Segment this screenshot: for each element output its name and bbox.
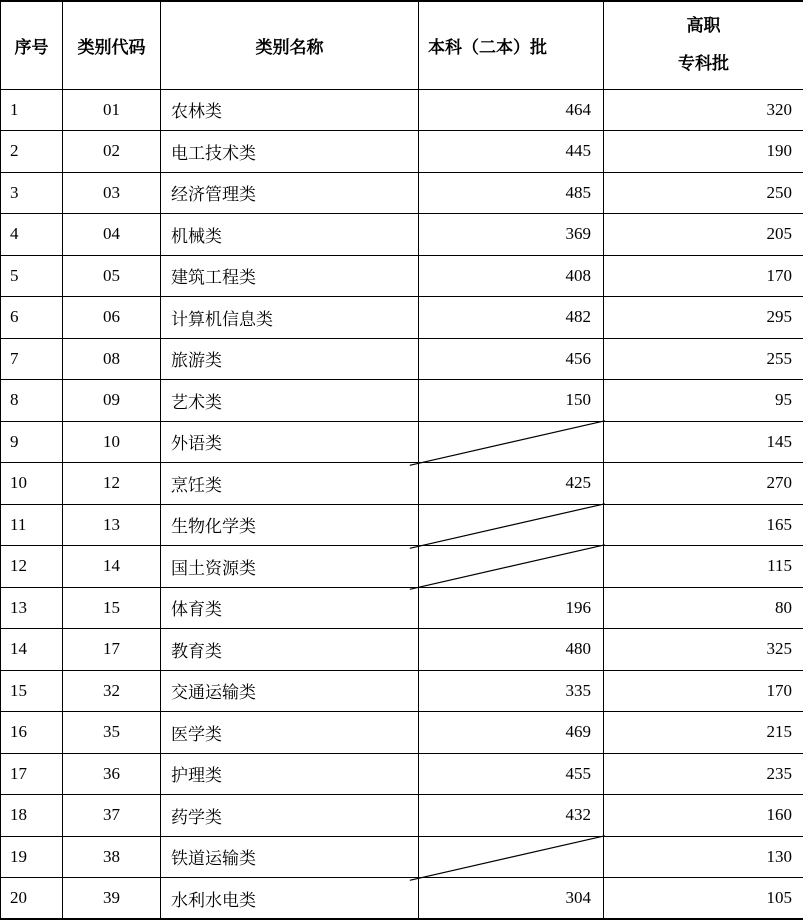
code-cell: 38 <box>63 836 161 878</box>
benke-score-value: 432 <box>566 805 592 824</box>
index-cell: 1 <box>1 89 63 131</box>
table-row <box>1 504 803 546</box>
header-gaozhi-batch <box>604 1 803 89</box>
table-row <box>1 131 803 173</box>
index-cell: 13 <box>1 587 63 629</box>
gaozhi-score-cell: 270 <box>604 463 803 505</box>
benke-score-cell <box>419 504 604 546</box>
gaozhi-score-cell: 295 <box>604 297 803 339</box>
name-cell: 生物化学类 <box>161 504 419 546</box>
index-cell: 15 <box>1 670 63 712</box>
benke-score-value: 456 <box>566 349 592 368</box>
index-cell: 20 <box>1 878 63 920</box>
code-cell: 01 <box>63 89 161 131</box>
code-cell: 12 <box>63 463 161 505</box>
table-row <box>1 795 803 837</box>
benke-score-value: 335 <box>566 681 592 700</box>
table-row <box>1 463 803 505</box>
table-header <box>1 1 803 89</box>
gaozhi-score-cell: 250 <box>604 172 803 214</box>
benke-score-value: 485 <box>566 183 592 202</box>
index-cell: 8 <box>1 380 63 422</box>
gaozhi-score-cell: 325 <box>604 629 803 671</box>
gaozhi-score-cell: 160 <box>604 795 803 837</box>
index-cell: 16 <box>1 712 63 754</box>
name-cell: 农林类 <box>161 89 419 131</box>
benke-score-cell <box>419 753 604 795</box>
code-cell: 36 <box>63 753 161 795</box>
table-row <box>1 629 803 671</box>
table-row <box>1 836 803 878</box>
code-cell: 15 <box>63 587 161 629</box>
header-name: 类别名称 <box>161 1 419 89</box>
benke-score-value: 445 <box>566 141 592 160</box>
benke-score-cell <box>419 172 604 214</box>
index-cell: 6 <box>1 297 63 339</box>
index-cell: 5 <box>1 255 63 297</box>
benke-score-value: 150 <box>566 390 592 409</box>
header-gaozhi-line2: 专科批 <box>604 54 803 74</box>
code-cell: 04 <box>63 214 161 256</box>
gaozhi-score-cell: 145 <box>604 421 803 463</box>
benke-score-cell <box>419 587 604 629</box>
code-cell: 10 <box>63 421 161 463</box>
benke-score-value: 455 <box>566 764 592 783</box>
benke-score-cell <box>419 546 604 588</box>
diagonal-slash-icon <box>419 505 603 546</box>
header-benke-batch: 本科（二本）批 <box>419 1 604 89</box>
code-cell: 35 <box>63 712 161 754</box>
table-row <box>1 878 803 920</box>
table-row <box>1 753 803 795</box>
benke-score-value: 408 <box>566 266 592 285</box>
code-cell: 13 <box>63 504 161 546</box>
gaozhi-score-cell: 320 <box>604 89 803 131</box>
name-cell: 旅游类 <box>161 338 419 380</box>
index-cell: 10 <box>1 463 63 505</box>
code-cell: 09 <box>63 380 161 422</box>
diagonal-slash-icon <box>419 837 603 878</box>
code-cell: 03 <box>63 172 161 214</box>
gaozhi-score-cell: 170 <box>604 255 803 297</box>
table-row <box>1 587 803 629</box>
name-cell: 教育类 <box>161 629 419 671</box>
index-cell: 12 <box>1 546 63 588</box>
code-cell: 32 <box>63 670 161 712</box>
code-cell: 14 <box>63 546 161 588</box>
benke-score-value: 464 <box>566 100 592 119</box>
header-code: 类别代码 <box>63 1 161 89</box>
name-cell: 体育类 <box>161 587 419 629</box>
name-cell: 机械类 <box>161 214 419 256</box>
gaozhi-score-cell: 95 <box>604 380 803 422</box>
benke-score-value: 469 <box>566 722 592 741</box>
name-cell: 烹饪类 <box>161 463 419 505</box>
table-row <box>1 338 803 380</box>
header-row <box>1 1 803 89</box>
name-cell: 艺术类 <box>161 380 419 422</box>
gaozhi-score-cell: 170 <box>604 670 803 712</box>
name-cell: 药学类 <box>161 795 419 837</box>
index-cell: 17 <box>1 753 63 795</box>
header-index: 序号 <box>1 1 63 89</box>
benke-score-value: 369 <box>566 224 592 243</box>
index-cell: 11 <box>1 504 63 546</box>
code-cell: 05 <box>63 255 161 297</box>
table-row <box>1 214 803 256</box>
benke-score-value: 304 <box>566 888 592 907</box>
gaozhi-score-cell: 105 <box>604 878 803 920</box>
benke-score-value: 480 <box>566 639 592 658</box>
benke-score-cell <box>419 670 604 712</box>
benke-score-cell <box>419 712 604 754</box>
name-cell: 医学类 <box>161 712 419 754</box>
benke-score-cell <box>419 214 604 256</box>
index-cell: 3 <box>1 172 63 214</box>
gaozhi-score-cell: 80 <box>604 587 803 629</box>
index-cell: 2 <box>1 131 63 173</box>
benke-score-cell <box>419 878 604 920</box>
benke-score-cell <box>419 338 604 380</box>
name-cell: 经济管理类 <box>161 172 419 214</box>
name-cell: 外语类 <box>161 421 419 463</box>
benke-score-cell <box>419 380 604 422</box>
name-cell: 建筑工程类 <box>161 255 419 297</box>
benke-score-value: 482 <box>566 307 592 326</box>
table-row <box>1 297 803 339</box>
gaozhi-score-cell: 130 <box>604 836 803 878</box>
code-cell: 06 <box>63 297 161 339</box>
benke-score-cell <box>419 629 604 671</box>
gaozhi-score-cell: 205 <box>604 214 803 256</box>
table-row <box>1 380 803 422</box>
header-gaozhi-line1: 高职 <box>604 16 803 36</box>
table-row <box>1 546 803 588</box>
code-cell: 08 <box>63 338 161 380</box>
table-body <box>1 89 803 919</box>
code-cell: 39 <box>63 878 161 920</box>
table-row <box>1 421 803 463</box>
gaozhi-score-cell: 165 <box>604 504 803 546</box>
diagonal-slash-icon <box>419 546 603 587</box>
benke-score-cell <box>419 836 604 878</box>
name-cell: 水利水电类 <box>161 878 419 920</box>
benke-score-cell <box>419 463 604 505</box>
name-cell: 护理类 <box>161 753 419 795</box>
gaozhi-score-cell: 215 <box>604 712 803 754</box>
table-row <box>1 670 803 712</box>
index-cell: 7 <box>1 338 63 380</box>
gaozhi-score-cell: 255 <box>604 338 803 380</box>
name-cell: 计算机信息类 <box>161 297 419 339</box>
gaozhi-score-cell: 115 <box>604 546 803 588</box>
index-cell: 18 <box>1 795 63 837</box>
index-cell: 4 <box>1 214 63 256</box>
benke-score-value: 196 <box>566 598 592 617</box>
table-row <box>1 712 803 754</box>
name-cell: 交通运输类 <box>161 670 419 712</box>
gaozhi-score-cell: 190 <box>604 131 803 173</box>
name-cell: 国土资源类 <box>161 546 419 588</box>
benke-score-cell <box>419 89 604 131</box>
table-row <box>1 172 803 214</box>
benke-score-cell <box>419 795 604 837</box>
code-cell: 37 <box>63 795 161 837</box>
benke-score-cell <box>419 297 604 339</box>
name-cell: 铁道运输类 <box>161 836 419 878</box>
table-row <box>1 89 803 131</box>
benke-score-cell <box>419 131 604 173</box>
table-row <box>1 255 803 297</box>
index-cell: 14 <box>1 629 63 671</box>
index-cell: 9 <box>1 421 63 463</box>
code-cell: 17 <box>63 629 161 671</box>
diagonal-slash-icon <box>419 422 603 463</box>
index-cell: 19 <box>1 836 63 878</box>
benke-score-cell <box>419 255 604 297</box>
code-cell: 02 <box>63 131 161 173</box>
benke-score-value: 425 <box>566 473 592 492</box>
name-cell: 电工技术类 <box>161 131 419 173</box>
benke-score-cell <box>419 421 604 463</box>
gaozhi-score-cell: 235 <box>604 753 803 795</box>
